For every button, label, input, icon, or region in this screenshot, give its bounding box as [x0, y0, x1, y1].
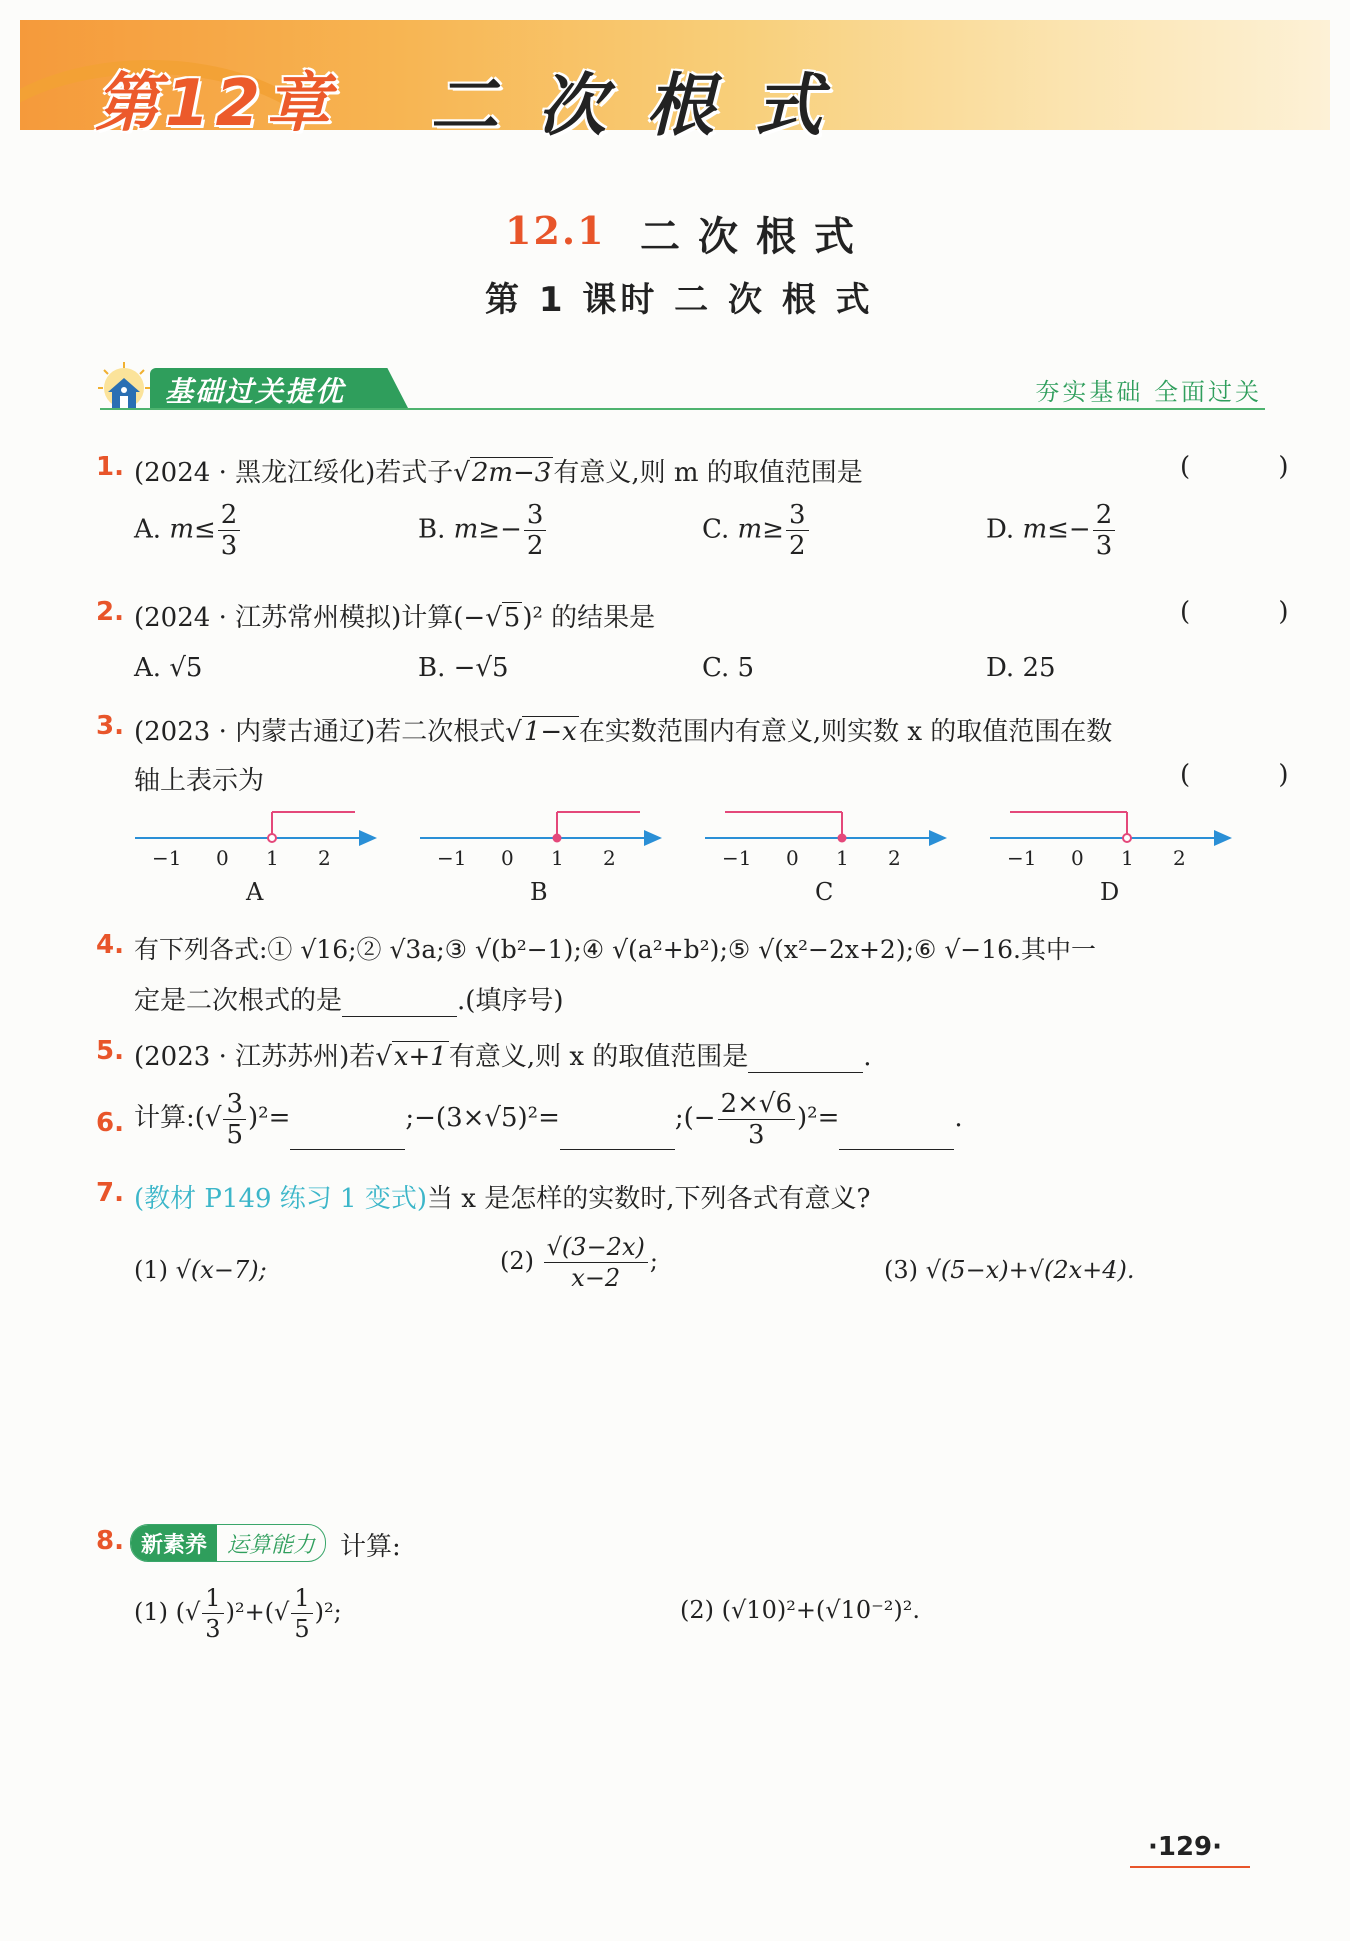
question-7-text: (教材 P149 练习 1 变式)当 x 是怎样的实数时,下列各式有意义? [134, 1184, 871, 1214]
number-line-b [420, 812, 660, 843]
question-number: 5. [96, 1036, 124, 1066]
answer-bracket: ( ) [1180, 597, 1329, 627]
option-a: A. m≤ $\frac{2}{3}$ [134, 500, 242, 561]
tick-label: 1 [1121, 846, 1134, 870]
option-d: D. 25 [986, 653, 1056, 683]
question-8-part-1: (1) (√ $\frac{1}{3}$ )²+(√ $\frac{1}{5}$ )²; [134, 1584, 342, 1643]
question-7-part-3: (3) √(5−x)+√(2x+4). [884, 1256, 1135, 1284]
question-8-text: 计算: [340, 1532, 401, 1562]
answer-blank[interactable] [748, 1050, 863, 1073]
page-number-decoration [1130, 1866, 1250, 1868]
question-7-part-1: (1) √(x−7); [134, 1256, 267, 1284]
question-2-text: (2024 · 江苏常州模拟)计算(−√5)² 的结果是 [134, 603, 656, 633]
tick-label: 2 [1173, 846, 1186, 870]
question-number: 8. [96, 1526, 124, 1556]
question-number: 4. [96, 930, 124, 960]
chapter-title: 第12章 [95, 67, 337, 141]
option-b: B. −√5 [418, 653, 509, 683]
answer-bracket: ( ) [1180, 452, 1329, 482]
tick-label: 0 [501, 846, 514, 870]
option-label: B [530, 878, 548, 906]
tick-label: 2 [888, 846, 901, 870]
question-number: 6. [96, 1108, 124, 1138]
option-d: D. m≤− $\frac{2}{3}$ [986, 500, 1117, 561]
question-number: 2. [96, 597, 124, 627]
answer-blank[interactable] [342, 994, 457, 1017]
question-number: 3. [96, 711, 124, 741]
option-label: C [815, 878, 834, 906]
question-3-text: (2023 · 内蒙古通辽)若二次根式√1−x在实数范围内有意义,则实数 x 的取值范围在数 [134, 717, 1113, 747]
question-5-text: (2023 · 江苏苏州)若√x+1有意义,则 x 的取值范围是 . [134, 1042, 872, 1072]
tick-label: −1 [722, 846, 752, 870]
section-label: 基础过关提优 [165, 375, 346, 408]
option-a: A. √5 [134, 653, 203, 683]
option-c: C. m≥ $\frac{3}{2}$ [702, 500, 811, 561]
question-4-text: 有下列各式:① √16;② √3a;③ √(b²−1);④ √(a²+b²);⑤ √(x²−2x+2);⑥ √−16.其中一 [134, 935, 1097, 964]
number-line-d [990, 812, 1230, 842]
option-c: C. 5 [702, 653, 755, 683]
tick-label: −1 [152, 846, 182, 870]
textbook-reference: (教材 P149 练习 1 变式) [134, 1184, 428, 1214]
question-6-text: 计算:(√ $\frac{3}{5}$ )²= ;−(3×√5)²= ;(− $\frac{2\times√6}{3}$ )²= . [134, 1088, 963, 1150]
section-number: 12.1 [505, 208, 606, 253]
tick-label: −1 [437, 846, 467, 870]
tick-label: 0 [786, 846, 799, 870]
competency-badge: 新素养 运算能力 [130, 1524, 326, 1562]
tick-label: 1 [266, 846, 279, 870]
page-number: ·129· [1148, 1832, 1223, 1862]
option-b: B. m≥− $\frac{3}{2}$ [418, 500, 548, 561]
question-1-text: (2024 · 黑龙江绥化)若式子√2m−3有意义,则 m 的取值范围是 [134, 458, 863, 488]
question-number: 7. [96, 1178, 124, 1208]
tick-label: 1 [551, 846, 564, 870]
answer-blank[interactable] [290, 1127, 405, 1150]
tick-label: 1 [836, 846, 849, 870]
tick-label: 2 [603, 846, 616, 870]
house-lightbulb-icon [98, 362, 154, 412]
chapter-name: 二次根式 [430, 67, 863, 146]
section-name: 二次根式 [640, 214, 872, 260]
lesson-title: 第 1 课时 二 次 根 式 [485, 280, 874, 320]
question-3-line2: 轴上表示为 [134, 766, 265, 796]
option-label: D [1100, 878, 1120, 906]
tick-label: 0 [1071, 846, 1084, 870]
question-number: 1. [96, 452, 124, 482]
number-line-c [705, 812, 945, 843]
answer-blank[interactable] [839, 1127, 954, 1150]
question-4-line2: 定是二次根式的是 .(填序号) [134, 986, 564, 1016]
number-line-a [135, 812, 375, 842]
answer-blank[interactable] [560, 1127, 675, 1150]
question-8-part-2: (2) (√10)²+(√10⁻²)². [680, 1596, 921, 1624]
number-line-options [130, 800, 1240, 910]
tick-label: 2 [318, 846, 331, 870]
question-7-part-2: (2) $\frac{√(3-2x)}{x-2}$ ; [500, 1233, 658, 1292]
answer-bracket: ( ) [1180, 760, 1329, 790]
tick-label: 0 [216, 846, 229, 870]
section-slogan: 夯实基础 全面过关 [1035, 378, 1262, 406]
tick-label: −1 [1007, 846, 1037, 870]
option-label: A [246, 878, 264, 906]
